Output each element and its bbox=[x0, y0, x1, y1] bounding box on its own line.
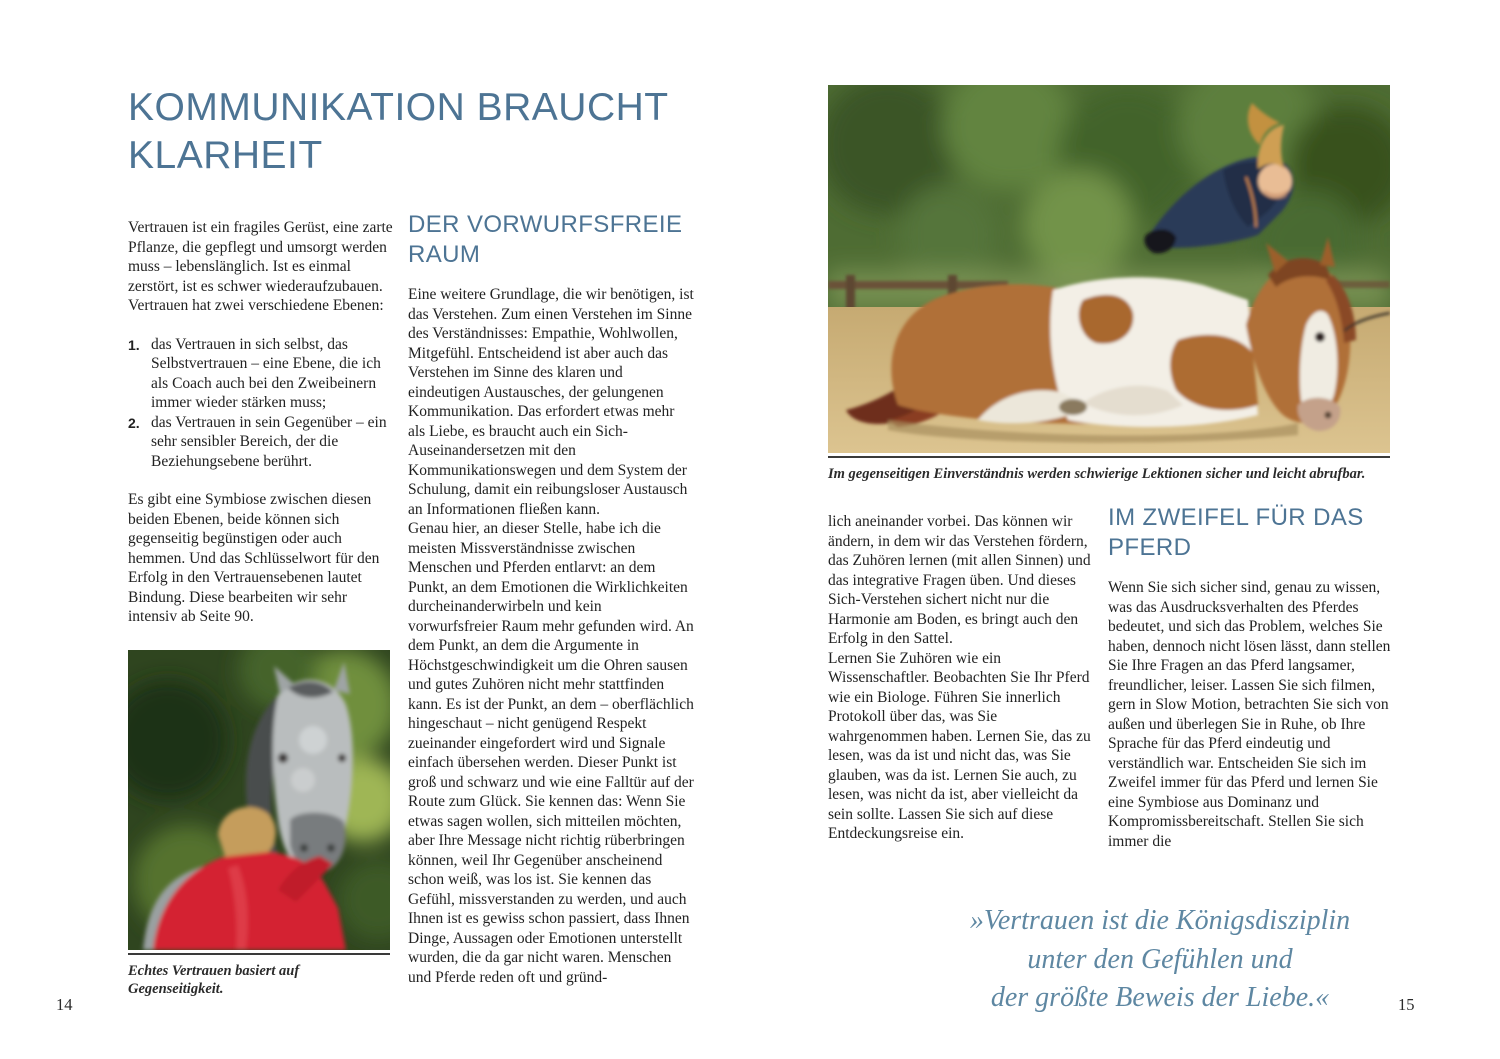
quote-line: unter den Gefühlen und bbox=[1027, 943, 1293, 975]
paragraph: Wenn Sie sich sicher sind, genau zu wissen, was das Ausdrucksverhalten des Pferdes bedeutet, und sich das Problem, welches Sie haben, dennoch nicht lösen lässt, dann stellen Sie Ihre Fragen an das Pferd langsamer, freundlicher, leiser. Lassen Sie sich filmen, gern in Slow Motion, betrachten Sie sich von außen und überlegen Sie in Ruhe, ob Ihre Sprache für das Pferd eindeutig und verständlich war. Entscheiden Sie sich im Zweifel immer für das Pferd und lernen Sie eine Symbiose aus Dominanz und Kompromissbereitschaft. Stellen Sie sich immer die bbox=[1108, 579, 1391, 850]
paragraph: lich aneinander vorbei. Das können wir ändern, in dem wir das Verstehen fördern, das Zuhören lernen (mit allen Sinnen) und das integrative Fragen üben. Und dieses Sich-Verstehen sichert nicht nur die Harmonie am Boden, es bringt auch den Erfolg in den Sattel. bbox=[828, 513, 1091, 647]
list-number: 1. bbox=[128, 336, 140, 353]
list-text: das Vertrauen in sich selbst, das Selbstvertrauen – eine Ebene, die ich als Coach auch bei den Zweibeinern immer wieder stärken muss; bbox=[151, 335, 381, 411]
numbered-list bbox=[128, 335, 394, 472]
grey-horse-red-jacket-photo bbox=[128, 650, 390, 950]
lying-paint-horse-photo bbox=[828, 85, 1390, 453]
paragraph: Vertrauen ist ein fragiles Gerüst, eine zarte Pflanze, die gepflegt und umsorgt werden muss – lebenslänglich. Ist es einmal zerstört, ist es schwer wiederaufzubauen. Vertrauen hat zwei verschiedene Ebenen: bbox=[128, 219, 393, 314]
quote-line: der größte Beweis der Liebe.« bbox=[990, 982, 1330, 1014]
list-item bbox=[128, 413, 394, 472]
photo-grey-horse-figure bbox=[128, 650, 390, 998]
list-number: 2. bbox=[128, 414, 140, 431]
photo-lying-horse-figure bbox=[828, 85, 1390, 483]
left-column-2 bbox=[408, 210, 694, 987]
chapter-title: KOMMUNIKATION BRAUCHT KLARHEIT bbox=[128, 86, 668, 177]
list-text: das Vertrauen in sein Gegenüber – ein sehr sensibler Bereich, der die Beziehungsebene berührt. bbox=[151, 413, 387, 470]
paragraph: Lernen Sie Zuhören wie ein Wissenschaftler. Beobachten Sie Ihr Pferd wie ein Biologe. Führen Sie innerlich Protokoll über das, was Sie wahrgenommen haben. Lernen Sie, das zu lesen, was da ist und nicht das, was Sie glauben, was da ist. Lernen Sie auch, zu lesen, was nicht da ist, aber vielleicht da sein sollte. Lassen Sie sich auf diese Entdeckungsreise ein. bbox=[828, 649, 1091, 842]
photo-caption: Im gegenseitigen Einverständnis werden schwierige Lektionen sicher und leicht abrufbar. bbox=[828, 466, 1366, 482]
caption-rule bbox=[828, 456, 1390, 458]
page-number-left: 14 bbox=[56, 995, 73, 1014]
page-number-right: 15 bbox=[1398, 995, 1415, 1014]
left-column-1 bbox=[128, 218, 394, 627]
quote-line: »Vertrauen ist die Königsdisziplin bbox=[969, 905, 1351, 936]
paragraph: Genau hier, an dieser Stelle, habe ich die meisten Missverständnisse zwischen Menschen und Pferden entlarvt: an dem Punkt, an dem Emotionen die Wirklichkeiten durcheinanderwirbeln und kein vorwurfsfreier Raum mehr gefunden wird. An dem Punkt, an dem die Argumente in Höchstgeschwindigkeit um die Ohren sausen und gutes Zuhören nicht mehr stattfinden kann. Es ist der Punkt, an dem – oberflächlich hingeschaut – nicht genügend Respekt zueinander eingefordert wird und Signale einfach übersehen werden. Dieser Punkt ist groß und schwarz und wie eine Falltür auf der Route zum Glück. Sie kennen das: Wenn Sie etwas sagen wollen, sich mitteilen möchten, aber Ihre Message nicht richtig rüberbringen können, weil Ihr Gegenüber anscheinend schon weiß, was los ist. Sie kennen das Gefühl, missverstanden zu werden, und auch Ihnen ist es gewiss schon passiert, dass Ihnen Dinge, Aussagen oder Emotionen unterstellt wurden, die da gar nicht waren. Menschen und Pferde reden oft und gründ- bbox=[408, 520, 694, 986]
caption-rule bbox=[128, 953, 390, 955]
pull-quote bbox=[880, 902, 1440, 1018]
right-column-1 bbox=[828, 512, 1094, 844]
section-heading: IM ZWEIFEL FÜR DAS PFERD bbox=[1108, 504, 1364, 561]
list-item bbox=[128, 335, 394, 413]
right-column-2 bbox=[1108, 503, 1396, 851]
paragraph: Es gibt eine Symbiose zwischen diesen beiden Ebenen, beide können sich gegenseitig begünstigen oder auch hemmen. Und das Schlüsselwort für den Erfolg in den Vertrauensebenen lautet Bindung. Diese bearbeiten wir sehr intensiv ab Seite 90. bbox=[128, 491, 380, 625]
photo-caption: Echtes Vertrauen basiert auf Gegenseitigkeit. bbox=[128, 963, 300, 998]
paragraph: Eine weitere Grundlage, die wir benötigen, ist das Verstehen. Zum einen Verstehen im Sinne des Verständnisses: Empathie, Wohlwollen, Mitgefühl. Entscheidend ist aber auch das Verstehen im Sinne des klaren und eindeutigen Austausches, der gelungenen Kommunikation. Das erfordert etwas mehr als Liebe, es braucht auch ein Sich-Auseinandersetzen mit den Kommunikationswegen und dem System der Schulung, damit ein reibungsloser Austausch an Informationen fließen kann. bbox=[408, 286, 694, 518]
section-heading: DER VORWURFSFREIE RAUM bbox=[408, 211, 683, 268]
